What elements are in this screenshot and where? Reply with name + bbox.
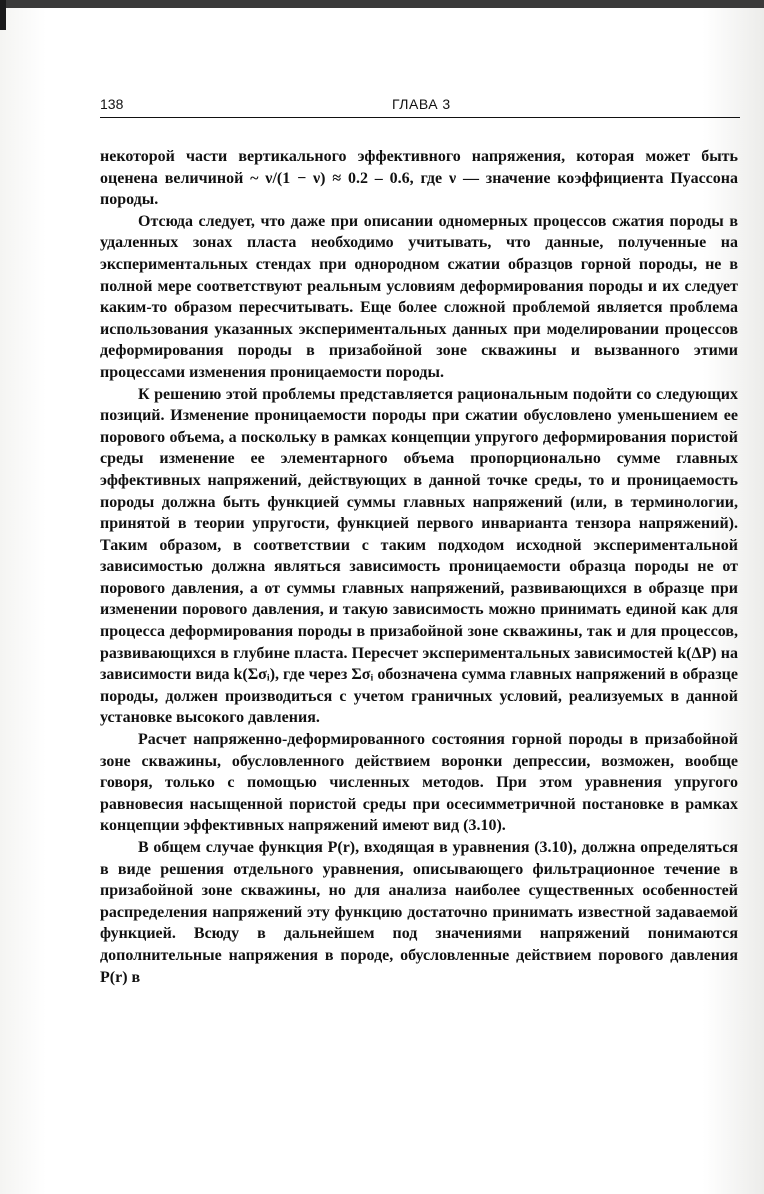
paragraph-1: некоторой части вертикального эффективного напряжения, которая может быть оценена величиной ~ ν/(1 − ν) ≈ 0.2 – 0.6, где ν — значение коэффициента Пуассона породы. <box>100 148 738 209</box>
chapter-title: ГЛАВА 3 <box>392 96 451 112</box>
paragraph-3: К решению этой проблемы представляется рациональным подойти со следующих позиций. Изменение проницаемости породы при сжатии обусловлено уменьшением ее порового объема, а поскольку в рамках концепции упругого деформирования пористой среды изменение ее элементарного объема пропорционально сумме главных эффективных напряжений, действующих в данной точке среды, то и проницаемость породы должна быть функцией суммы главных напряжений (или, в терминологии, принятой в теории упругости, функцией первого инварианта тензора напряжений). Таким образом, в соответствии с таким подходом исходной экспериментальной зависимостью должна являться зависимость проницаемости образца породы не от порового давления, а от суммы главных напряжений, развивающихся в образце при изменении порового давления, и такую зависимость можно принимать единой как для процесса деформирования породы в призабойной зоне скважины, так и для процессов, развивающихся в глубине пласта. Пересчет экспериментальных зависимостей k(ΔP) на зависимости вида k(Σσᵢ), где через Σσᵢ обозначена сумма главных напряжений в образце породы, должен производиться с учетом граничных условий, реализуемых в данной установке высокого давления. <box>100 385 738 727</box>
paragraph-4: Расчет напряженно-деформированного состояния горной породы в призабойной зоне скважины, обусловленного действием воронки депрессии, возможен, вообще говоря, только с помощью численных методов. При этом уравнения упругого равновесия насыщенной пористой среды при осесимметричной постановке в рамках концепции эффективных напряжений имеют вид (3.10). <box>100 731 738 835</box>
header-rule <box>100 117 740 118</box>
body-text <box>100 146 738 988</box>
paragraph-2: Отсюда следует, что даже при описании одномерных процессов сжатия породы в удаленных зонах пласта необходимо учитывать, что данные, полученные на экспериментальных стендах при однородном сжатии образцов горной породы, не в полной мере соответствуют реальным условиям деформирования породы и их следует каким-то образом пересчитывать. Еще более сложной проблемой является проблема использования указанных экспериментальных данных при моделировании процессов деформирования породы в призабойной зоне скважины и вызванного этими процессами изменения проницаемости породы. <box>100 212 738 381</box>
scan-edge-left <box>0 0 6 30</box>
scan-edge-top <box>0 0 764 8</box>
page-number: 138 <box>100 96 124 112</box>
paragraph-5: В общем случае функция P(r), входящая в уравнения (3.10), должна определяться в виде решения отдельного уравнения, описывающего фильтрационное течение в призабойной зоне скважины, но для анализа наиболее существенных особенностей распределения напряжений эту функцию достаточно принимать известной задаваемой функцией. Всюду в дальнейшем под значениями напряжений понимаются дополнительные напряжения в породе, обусловленные действием порового давления P(r) в <box>100 839 738 986</box>
running-header <box>100 92 738 114</box>
